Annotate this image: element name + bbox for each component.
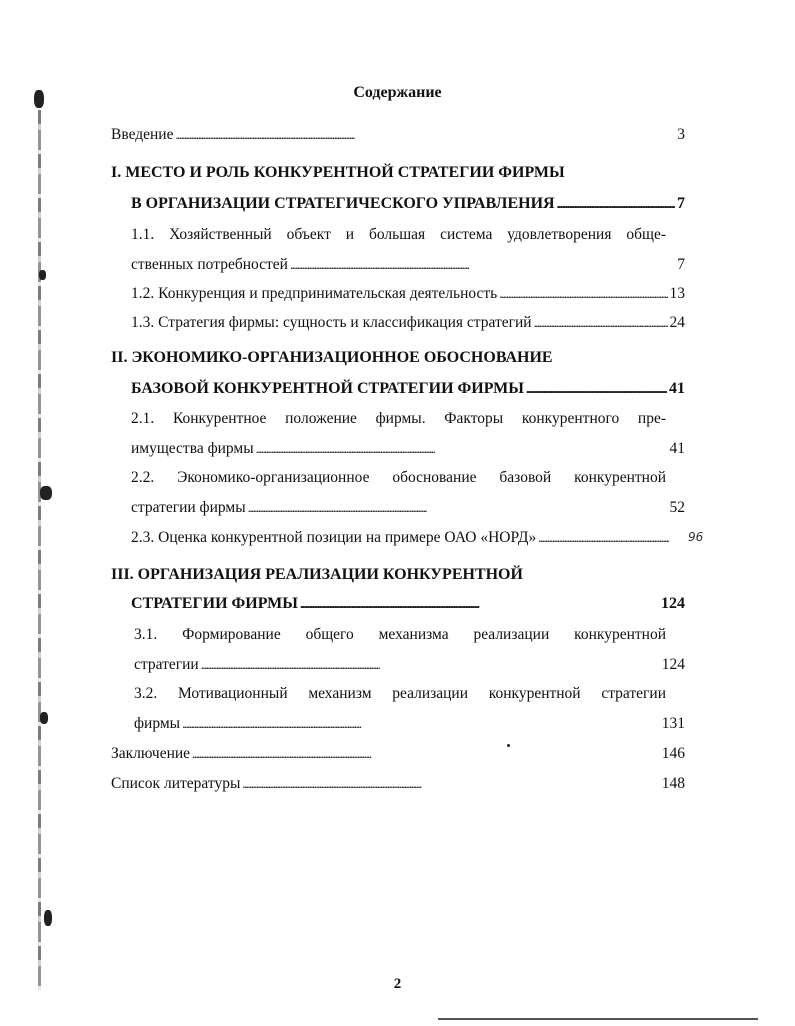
dot-leader [499,285,667,303]
toc-chapter-2-heading: II. ЭКОНОМИКО-ОРГАНИЗАЦИОННОЕ ОБОСНОВАНИЕ [111,349,553,366]
toc-label: БАЗОВОЙ КОНКУРЕНТНОЙ СТРАТЕГИИ ФИРМЫ [131,380,524,397]
toc-label: стратегии [134,656,199,673]
handwritten-page-number: 96 [688,530,704,544]
toc-page: 41 [669,440,685,457]
toc-page: 7 [677,195,685,212]
toc-chapter-3-heading: III. ОРГАНИЗАЦИЯ РЕАЛИЗАЦИИ КОНКУРЕНТНОЙ [111,566,523,583]
toc-entry-chapter-2 [131,380,685,398]
dot-leader [182,715,660,733]
toc-chapter-1-heading: I. МЕСТО И РОЛЬ КОНКУРЕНТНОЙ СТРАТЕГИИ ФИРМЫ [111,164,565,181]
dot-leader [192,745,660,763]
dot-leader [256,440,668,458]
toc-entry-2-2-line1: 2.2. Экономико-организационное обоснование базовой конкурентной [131,469,666,486]
toc-label: 2.3. Оценка конкурентной позиции на примере ОАО «НОРД» [131,529,537,546]
dot-leader [557,195,675,213]
dot-leader [201,656,660,674]
toc-page: 148 [661,775,685,792]
scan-mark-artifact [39,270,46,280]
document-title: Содержание [353,84,442,101]
toc-label: стратегии фирмы [131,499,246,516]
page-number: 2 [393,976,402,992]
toc-label: 1.3. Стратегия фирмы: сущность и классификация стратегий [131,314,532,331]
toc-entry-1-2 [131,285,685,303]
toc-entry-2-2 [131,499,685,517]
toc-label: В ОРГАНИЗАЦИИ СТРАТЕГИЧЕСКОГО УПРАВЛЕНИЯ [131,195,555,212]
toc-entry-1-1-line1: 1.1. Хозяйственный объект и большая система удовлетворения обще- [131,226,666,243]
toc-entry-3-1 [134,656,685,674]
toc-label: имущества фирмы [131,440,254,457]
toc-page: 3 [677,126,685,143]
dot-leader [526,380,667,398]
toc-entry-2-1-line1: 2.1. Конкурентное положение фирмы. Факторы конкурентного пре- [131,410,666,427]
dot-leader [538,529,669,547]
toc-page: 52 [669,499,685,516]
toc-entry-bibliography [111,775,685,793]
toc-page: 131 [661,715,685,732]
scan-mark-artifact [40,712,48,724]
toc-entry-chapter-1 [131,195,685,213]
toc-label: Введение [111,126,174,143]
toc-label: Список литературы [111,775,241,792]
toc-entry-conclusion [111,745,685,763]
dot-leader [175,126,675,144]
toc-entry-2-3 [131,529,671,547]
toc-label: ственных потребностей [131,256,288,273]
dot-leader [290,256,675,274]
toc-entry-2-1 [131,440,685,458]
dot-leader [534,314,668,332]
toc-label: фирмы [134,715,181,732]
dot-leader [242,775,659,793]
toc-page: 124 [661,656,685,673]
toc-entry-intro [111,126,685,144]
toc-page: 24 [669,314,685,331]
toc-label: 1.2. Конкуренция и предпринимательская деятельность [131,285,498,302]
toc-entry-3-2 [134,715,685,733]
toc-label: СТРАТЕГИИ ФИРМЫ [131,595,298,612]
scan-mark-artifact [44,910,52,926]
dot-leader [248,499,668,517]
toc-page: 146 [661,745,685,762]
bottom-rule [438,1018,758,1020]
toc-page: 124 [661,595,685,612]
toc-page: 7 [677,256,685,273]
toc-entry-1-1 [131,256,685,274]
dot-leader [300,595,659,613]
toc-entry-3-1-line1: 3.1. Формирование общего механизма реализации конкурентной [134,626,666,643]
toc-label: Заключение [111,745,191,762]
scan-edge-artifact [38,110,41,990]
toc-entry-chapter-3 [131,595,685,613]
toc-page: 13 [669,285,685,302]
toc-entry-1-3 [131,314,685,332]
toc-page: 41 [669,380,685,397]
scan-mark-artifact [40,486,52,500]
toc-entry-3-2-line1: 3.2. Мотивационный механизм реализации конкурентной стратегии [134,685,666,702]
